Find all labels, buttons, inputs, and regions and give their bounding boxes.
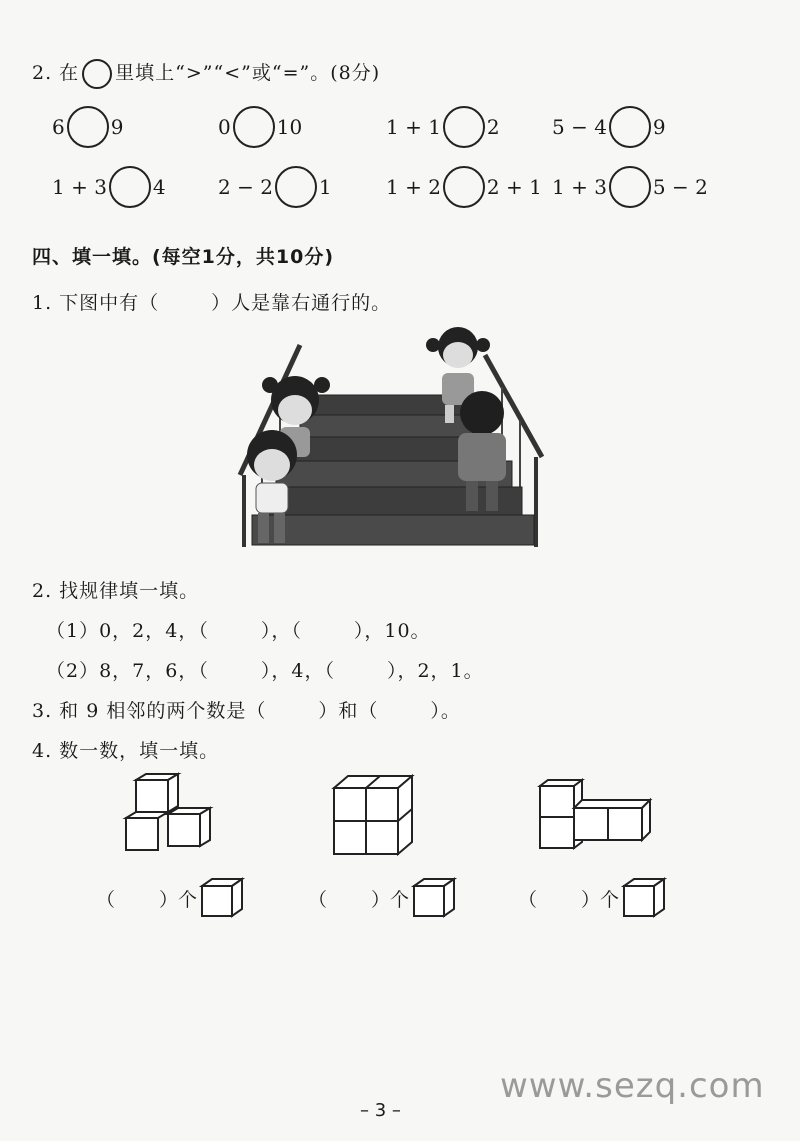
compare-item: 5 − 4 9	[552, 106, 666, 148]
q2-heading: 2. 在 里填上“>”“<”或“=”。(8分)	[32, 58, 380, 89]
q2-seq-title: 2. 找规律填一填。	[32, 580, 200, 602]
compare-item: 1 + 2 2 + 1	[386, 166, 542, 208]
cube-icon	[199, 876, 245, 920]
answer-circle[interactable]	[609, 166, 651, 208]
compare-item: 1 + 3 5 − 2	[552, 166, 708, 208]
stairs-children-illustration	[230, 325, 550, 555]
q1-text: 1. 下图中有（ ）人是靠右通行的。	[32, 292, 392, 314]
section-title: 四、填一填。(每空1分，共10分)	[32, 246, 335, 268]
cube-figure-2	[330, 772, 430, 862]
cube-figure-3	[534, 772, 664, 862]
answer-circle[interactable]	[275, 166, 317, 208]
page-number: – 3 –	[360, 1100, 401, 1121]
answer-circle[interactable]	[67, 106, 109, 148]
count-answer-2: （ ）个	[308, 876, 457, 920]
cube-figure-1	[120, 772, 220, 862]
compare-item: 6 9	[52, 106, 123, 148]
answer-circle[interactable]	[443, 106, 485, 148]
cube-icon	[411, 876, 457, 920]
answer-circle[interactable]	[443, 166, 485, 208]
compare-item: 0 10	[218, 106, 302, 148]
count-answer-1: （ ）个	[96, 876, 245, 920]
watermark: www.sezq.com	[500, 1066, 765, 1106]
answer-circle[interactable]	[233, 106, 275, 148]
compare-item: 1 + 1 2	[386, 106, 500, 148]
q3-text: 3. 和 9 相邻的两个数是（ ）和（ ）。	[32, 700, 461, 722]
compare-item: 2 − 2 1	[218, 166, 332, 208]
seq-line-2: （2）8，7，6，（ ），4，（ ），2，1。	[46, 660, 484, 682]
answer-circle[interactable]	[609, 106, 651, 148]
cube-icon	[621, 876, 667, 920]
q4-title: 4. 数一数，填一填。	[32, 740, 220, 762]
count-answer-3: （ ）个	[518, 876, 667, 920]
circle-icon	[82, 59, 112, 89]
seq-line-1: （1）0，2，4，（ ），（ ），10。	[46, 620, 431, 642]
answer-circle[interactable]	[109, 166, 151, 208]
compare-item: 1 + 3 4	[52, 166, 166, 208]
